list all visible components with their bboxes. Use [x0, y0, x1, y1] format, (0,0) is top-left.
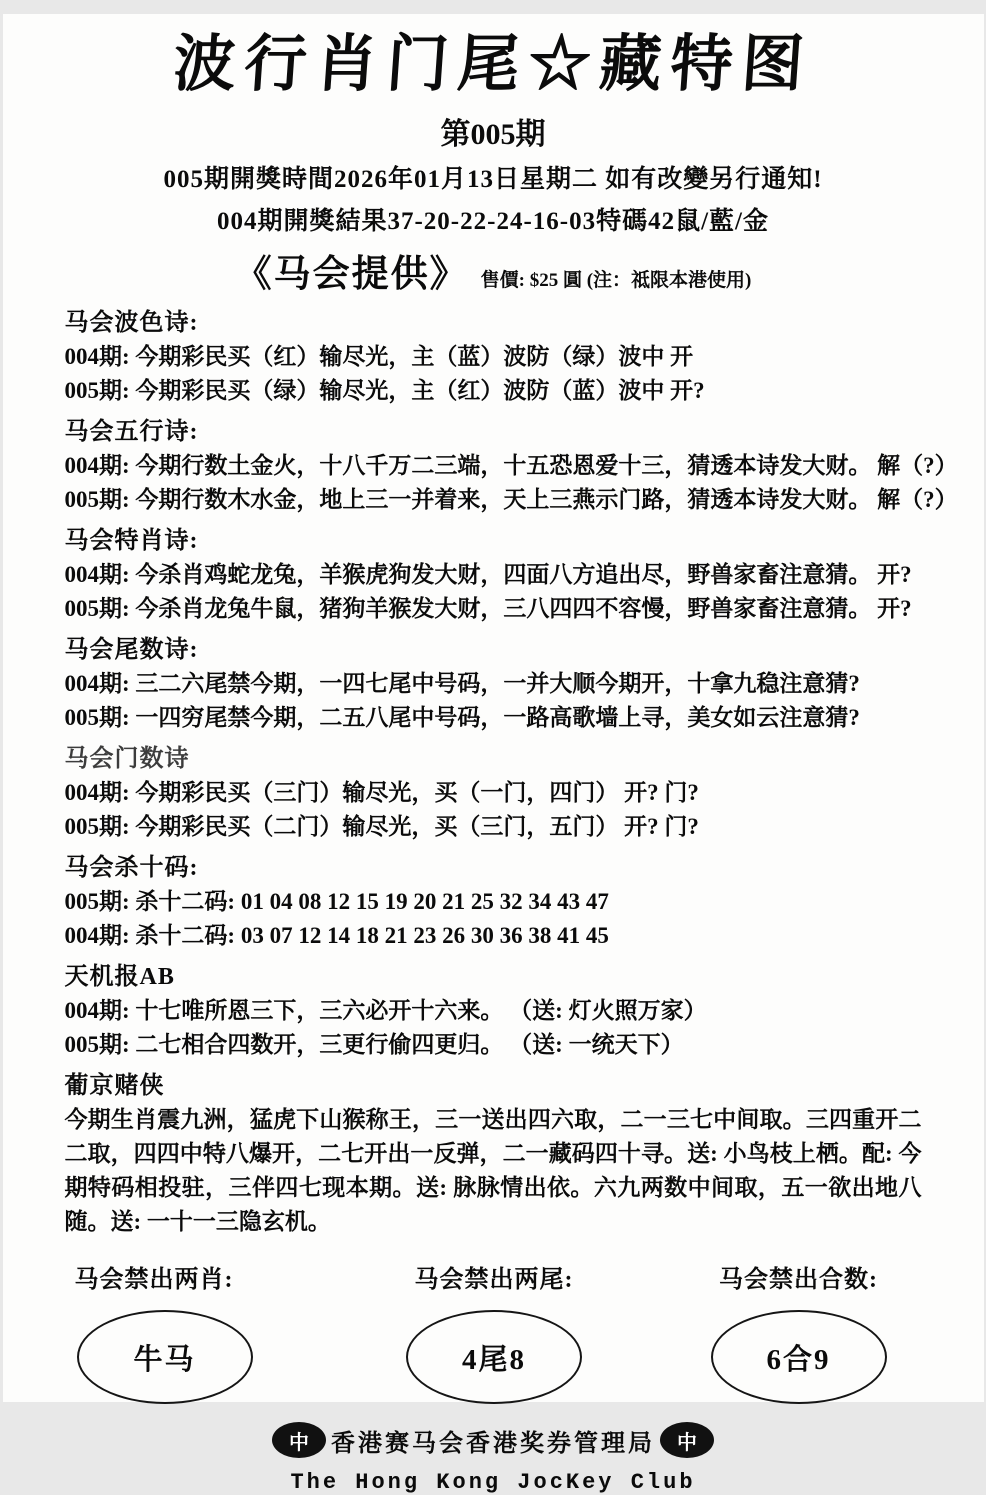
- forbidden-two-zodiac-oval: [77, 1310, 253, 1404]
- footer-logo-row: [3, 1422, 984, 1458]
- previous-draw-result: 004期開獎結果37-20-22-24-16-03特碼42鼠/藍/金: [216, 208, 770, 235]
- forbidden-two-tails-label: 马会禁出两尾:: [414, 1267, 574, 1293]
- organization-name-chinese: 香港赛马会香港奖券管理局: [331, 1430, 655, 1457]
- forbidden-sum-label: 马会禁出合数:: [719, 1267, 878, 1293]
- provider-row: [3, 243, 984, 297]
- poem-line-004: 004期: 今期彩民买（三门）输尽光，买（一门，四门） 开? 门?: [64, 780, 699, 805]
- poem-line-005: 005期: 今杀肖龙兔牛鼠，猪狗羊猴发大财，三八四四不容慢，野兽家畜注意猜。 开?: [64, 596, 912, 621]
- issue-number: 第005期: [440, 118, 546, 151]
- provider-name: 《马会提供》: [234, 254, 469, 295]
- section-header: 马会特肖诗:: [64, 528, 199, 554]
- footer: [3, 1422, 984, 1495]
- forbidden-two-tails-oval: [406, 1310, 582, 1404]
- price-note: 售價: $25 圓 (注：祗限本港使用): [480, 270, 752, 291]
- gambler-verse-paragraph: 今期生肖震九洲，猛虎下山猴称王，三一送出四六取，二一三七中间取。三四重开二二取，四四中特八爆开，二七开出一反弹，二一藏码四十寻。送: 小鸟枝上栖。配: 今期特码相投驻，三伴四七现本期。送: 脉脉情出依。六九两数中间取，五一欲出地八随。送: 一十一三隐玄机。: [64, 1107, 922, 1234]
- forbidden-sum-oval: [711, 1310, 887, 1404]
- draw-time-notice: 005期開獎時間2026年01月13日星期二 如有改變另行通知!: [163, 166, 823, 193]
- poem-line-005: 005期: 今期彩民买（绿）输尽光，主（红）波防（蓝）波中 开?: [64, 378, 705, 403]
- section-header: 马会杀十码:: [64, 855, 199, 881]
- forbidden-sum-value: 6合9: [766, 1343, 831, 1376]
- lottery-tip-sheet: [3, 14, 984, 1495]
- section-header: 天机报AB: [64, 964, 175, 990]
- section-header: 马会门数诗: [64, 746, 190, 772]
- killed-numbers-005: 005期: 杀十二码: 01 04 08 12 15 19 20 21 25 32 34 43 47: [64, 889, 609, 914]
- poem-sections: [3, 297, 984, 1239]
- poem-line-004: 004期: 今期彩民买（红）输尽光，主（蓝）波防（绿）波中 开: [64, 344, 694, 369]
- section-door-number-poem: [65, 743, 922, 844]
- poem-line-005: 005期: 今期行数木水金，地上三一并着来，天上三燕示门路，猜透本诗发大财。 解（?）: [64, 487, 958, 512]
- forbidden-two-tails-value: 4尾8: [461, 1343, 526, 1376]
- poem-line-004: 004期: 三二六尾禁今期，一四七尾中号码，一并大顺今期开，十拿九稳注意猜?: [64, 671, 860, 696]
- section-pujing-gambler: [65, 1070, 922, 1239]
- section-header: 葡京赌侠: [64, 1073, 165, 1099]
- jockey-club-seal-icon: 中: [660, 1422, 714, 1458]
- organization-name-english: The Hong Kong JocKey Club: [290, 1470, 696, 1495]
- section-five-elements-poem: [64, 416, 958, 517]
- forbidden-two-zodiac: [75, 1259, 305, 1404]
- section-header: 马会尾数诗:: [64, 637, 199, 663]
- poem-line-004: 004期: 今期行数土金火，十八千万二三端，十五恐恩爱十三，猜透本诗发大财。 解（?）: [64, 453, 958, 478]
- poem-line-005: 005期: 二七相合四数开，三更行偷四更归。 （送: 一统天下）: [64, 1032, 684, 1057]
- poem-line-004: 004期: 十七唯所恩三下，三六必开十六来。 （送: 灯火照万家）: [64, 998, 707, 1023]
- poem-line-004: 004期: 今杀肖鸡蛇龙兔，羊猴虎狗发大财，四面八方追出尽，野兽家畜注意猜。 开?: [64, 562, 912, 587]
- section-tianji-report: [65, 961, 922, 1062]
- killed-numbers-004: 004期: 杀十二码: 03 07 12 14 18 21 23 26 30 36 38 41 45: [64, 923, 609, 948]
- section-header: 马会五行诗:: [64, 419, 199, 445]
- forbidden-row: [3, 1259, 984, 1404]
- section-tail-number-poem: [65, 634, 922, 735]
- section-wave-color-poem: [65, 307, 922, 408]
- forbidden-sum: [684, 1259, 914, 1404]
- page-title: 波行肖门尾☆藏特图: [170, 31, 815, 99]
- section-header: 马会波色诗:: [64, 310, 199, 336]
- section-killed-numbers: [65, 852, 922, 953]
- poem-line-005: 005期: 一四穷尾禁今期，二五八尾中号码，一路高歌墙上寻，美女如云注意猜?: [64, 705, 860, 730]
- forbidden-two-tails: [379, 1259, 609, 1404]
- jockey-club-seal-icon: 中: [272, 1422, 326, 1458]
- forbidden-two-zodiac-label: 马会禁出两肖:: [74, 1267, 234, 1293]
- poem-line-005: 005期: 今期彩民买（二门）输尽光，买（三门，五门） 开? 门?: [64, 814, 699, 839]
- section-special-zodiac-poem: [65, 525, 922, 626]
- forbidden-two-zodiac-value: 牛马: [133, 1343, 196, 1376]
